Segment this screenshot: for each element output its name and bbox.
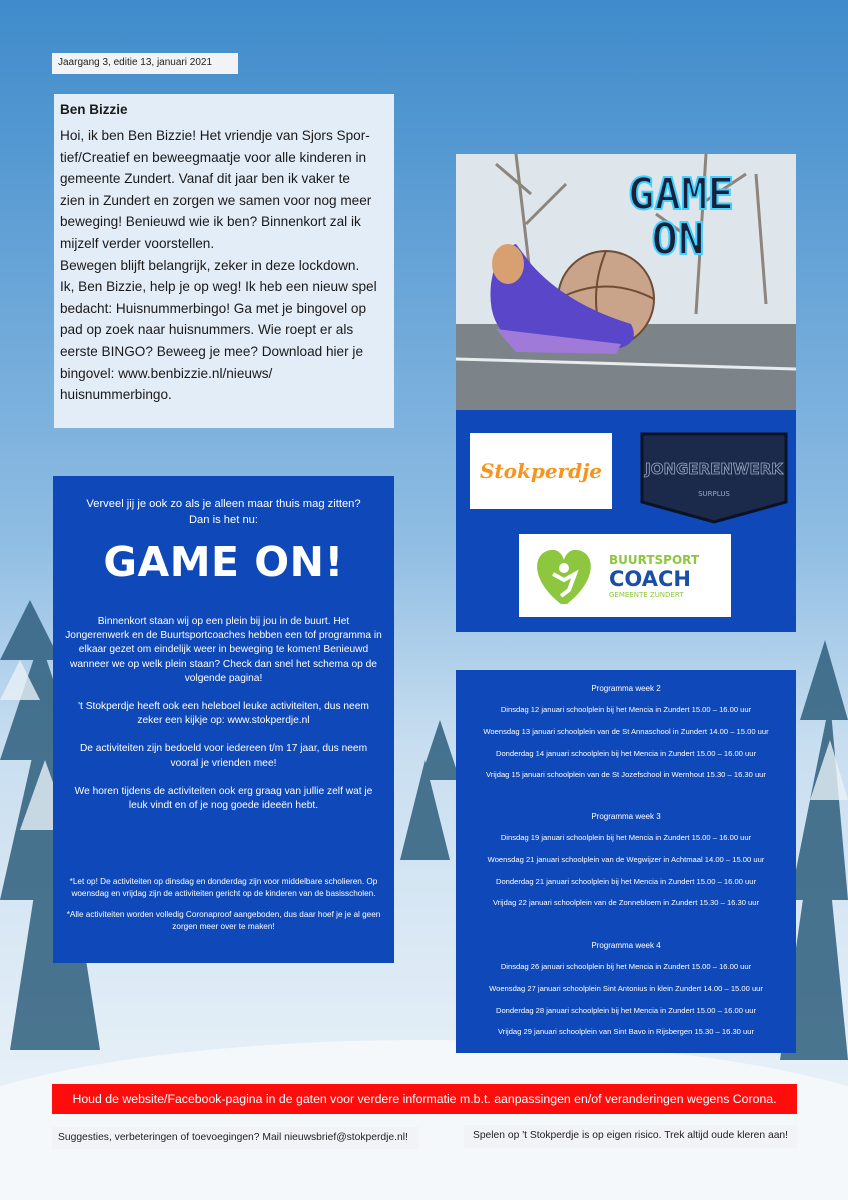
flyer-paragraph: 't Stokperdje heeft ook een heleboel leuke activiteiten, dus neem zeker een kijkje op: www.stokperdje.nl bbox=[78, 701, 369, 727]
flyer-intro bbox=[53, 496, 394, 528]
flyer-intro-line: Verveel jij je ook zo als je alleen maar thuis mag zitten? bbox=[86, 498, 361, 510]
ben-bizzie-article bbox=[54, 94, 394, 428]
article-line: bingovel: www.benbizzie.nl/nieuws/ bbox=[60, 365, 273, 381]
game-on-photo bbox=[456, 154, 796, 410]
jongerenwerk-wordmark: JONGERENWERK bbox=[645, 460, 783, 478]
flyer-paragraph: Binnenkort staan wij op een plein bij jou in de buurt. Het Jongerenwerk en de Buurtsportcoaches hebben een tof programma in elkaar gezet om eindelijk weer in beweging te komen! Benieuwd wanneer we op welk plein staan? Check dan snel het schema op de volgende pagina! bbox=[65, 616, 382, 684]
suggestions-footer: Suggesties, verbeteringen of toevoegingen? Mail nieuwsbrief@stokperdje.nl! bbox=[52, 1127, 419, 1149]
article-line: Hoi, ik ben Ben Bizzie! Het vriendje van Sjors Spor- bbox=[60, 128, 370, 143]
article-line: zien in Zundert en zorgen we samen voor nog meer bbox=[60, 192, 372, 208]
article-line: beweging! Benieuwd wie ik ben? Binnenkort zal ik bbox=[60, 214, 361, 230]
schedule-row: Woensdag 21 januari schoolplein van de Wegwijzer in Achtmaal 14.00 – 15.00 uur bbox=[487, 854, 765, 864]
schedule-row: Dinsdag 19 januari schoolplein bij het Mencia in Zundert 15.00 – 16.00 uur bbox=[500, 833, 752, 842]
flyer-paragraph: We horen tijdens de activiteiten ook erg graag van jullie zelf wat je leuk vindt en of je nog goede ideeën hebt. bbox=[74, 785, 373, 812]
schedule-row: Vrijdag 22 januari schoolplein van de Zonnebloem in Zundert 15.30 – 16.30 uur bbox=[492, 898, 760, 908]
gemeente-text: GEMEENTE ZUNDERT bbox=[609, 591, 684, 599]
schedule-row: Vrijdag 15 januari schoolplein van de St Jozefschool in Wernhout 15.30 – 16.30 uur bbox=[486, 770, 766, 780]
partner-logos-panel bbox=[456, 410, 796, 632]
basketball-shoe-illustration bbox=[456, 154, 796, 410]
buurtsportcoach-emblem bbox=[519, 534, 731, 617]
program-schedule bbox=[456, 670, 796, 1053]
program-week-4 bbox=[456, 941, 796, 1049]
week-title: Programma week 2 bbox=[591, 684, 661, 693]
flyer-note: *Alle activiteiten worden volledig Coronaproof aangeboden, dus daar hoef je je al geen zorgen meer over te maken! bbox=[66, 910, 381, 931]
program-week-2 bbox=[456, 684, 796, 792]
coach-text: COACH bbox=[609, 567, 691, 591]
article-line: eerste BINGO? Beweeg je mee? Download hier je bbox=[60, 343, 363, 359]
schedule-row: Donderdag 21 januari schoolplein bij het Mencia in Zundert 15.00 – 16.00 uur bbox=[495, 876, 757, 886]
game-on-flyer bbox=[53, 476, 394, 963]
flyer-paragraph: De activiteiten zijn bedoeld voor iedereen t/m 17 jaar, dus neem vooral je vrienden mee! bbox=[79, 743, 368, 769]
schedule-row: Woensdag 13 januari schoolplein van de St Annaschool in Zundert 14.00 – 15.00 uur bbox=[483, 726, 769, 736]
surplus-wordmark: SURPLUS bbox=[698, 490, 730, 498]
article-line: mijzelf verder voorstellen. bbox=[60, 235, 215, 251]
schedule-row: Vrijdag 29 januari schoolplein van Sint Bavo in Rijsbergen 15.30 – 16.30 uur bbox=[498, 1027, 754, 1037]
schedule-row: Woensdag 27 januari schoolplein Sint Antonius in klein Zundert 14.00 – 15.00 uur bbox=[489, 983, 763, 993]
article-title: Ben Bizzie bbox=[60, 102, 128, 117]
program-week-3 bbox=[456, 812, 796, 920]
jongerenwerk-logo bbox=[640, 432, 788, 524]
buurtsport-text: BUURTSPORT bbox=[609, 553, 700, 567]
week-title: Programma week 3 bbox=[591, 812, 661, 821]
buurtsportcoach-logo bbox=[519, 534, 731, 617]
article-line: gemeente Zundert. Vanaf dit jaar ben ik vaker te bbox=[60, 171, 350, 187]
stokperdje-wordmark: Stokperdje bbox=[479, 459, 603, 483]
schedule-row: Donderdag 14 januari schoolplein bij het Mencia in Zundert 15.00 – 16.00 uur bbox=[495, 748, 757, 758]
flyer-intro-line: Dan is het nu: bbox=[188, 514, 259, 526]
article-line: Ik, Ben Bizzie, help je op weg! Ik heb een nieuw spel bbox=[60, 279, 377, 295]
article-line: tief/Creatief en beweegmaatje voor alle kinderen in bbox=[60, 149, 367, 165]
photo-title-line2: ON bbox=[651, 214, 705, 265]
photo-title-line1: GAME bbox=[628, 169, 734, 220]
article-line: Bewegen blijft belangrijk, zeker in deze lockdown. bbox=[60, 257, 360, 273]
flyer-note: *Let op! De activiteiten op dinsdag en donderdag zijn voor middelbare scholieren. Op woensdag en vrijdag zijn de activiteiten gericht op de kinderen van de basisscholen. bbox=[69, 877, 378, 898]
flyer-headline: GAME ON! bbox=[103, 538, 344, 586]
schedule-row: Dinsdag 12 januari schoolplein bij het Mencia in Zundert 15.00 – 16.00 uur bbox=[500, 705, 752, 714]
article-line: pad op zoek naar huisnummers. Wie roept er als bbox=[60, 322, 354, 338]
schedule-row: Donderdag 28 januari schoolplein bij het Mencia in Zundert 15.00 – 16.00 uur bbox=[495, 1005, 757, 1015]
article-line: huisnummerbingo. bbox=[60, 387, 172, 403]
stokperdje-logo bbox=[470, 433, 612, 509]
article-body bbox=[60, 125, 388, 406]
flyer-body bbox=[65, 615, 382, 827]
corona-notice-banner: Houd de website/Facebook-pagina in de gaten voor verdere informatie m.b.t. aanpassingen en/of veranderingen wegens Corona. bbox=[52, 1084, 797, 1114]
risk-disclaimer-footer: Spelen op 't Stokperdje is op eigen risico. Trek altijd oude kleren aan! bbox=[464, 1125, 797, 1148]
article-line: bedacht: Huisnummerbingo! Ga met je bingovel op bbox=[60, 300, 367, 316]
edition-label: Jaargang 3, editie 13, januari 2021 bbox=[52, 53, 238, 74]
schedule-row: Dinsdag 26 januari schoolplein bij het Mencia in Zundert 15.00 – 16.00 uur bbox=[500, 962, 752, 971]
flyer-notes bbox=[63, 876, 384, 942]
week-title: Programma week 4 bbox=[591, 941, 661, 950]
